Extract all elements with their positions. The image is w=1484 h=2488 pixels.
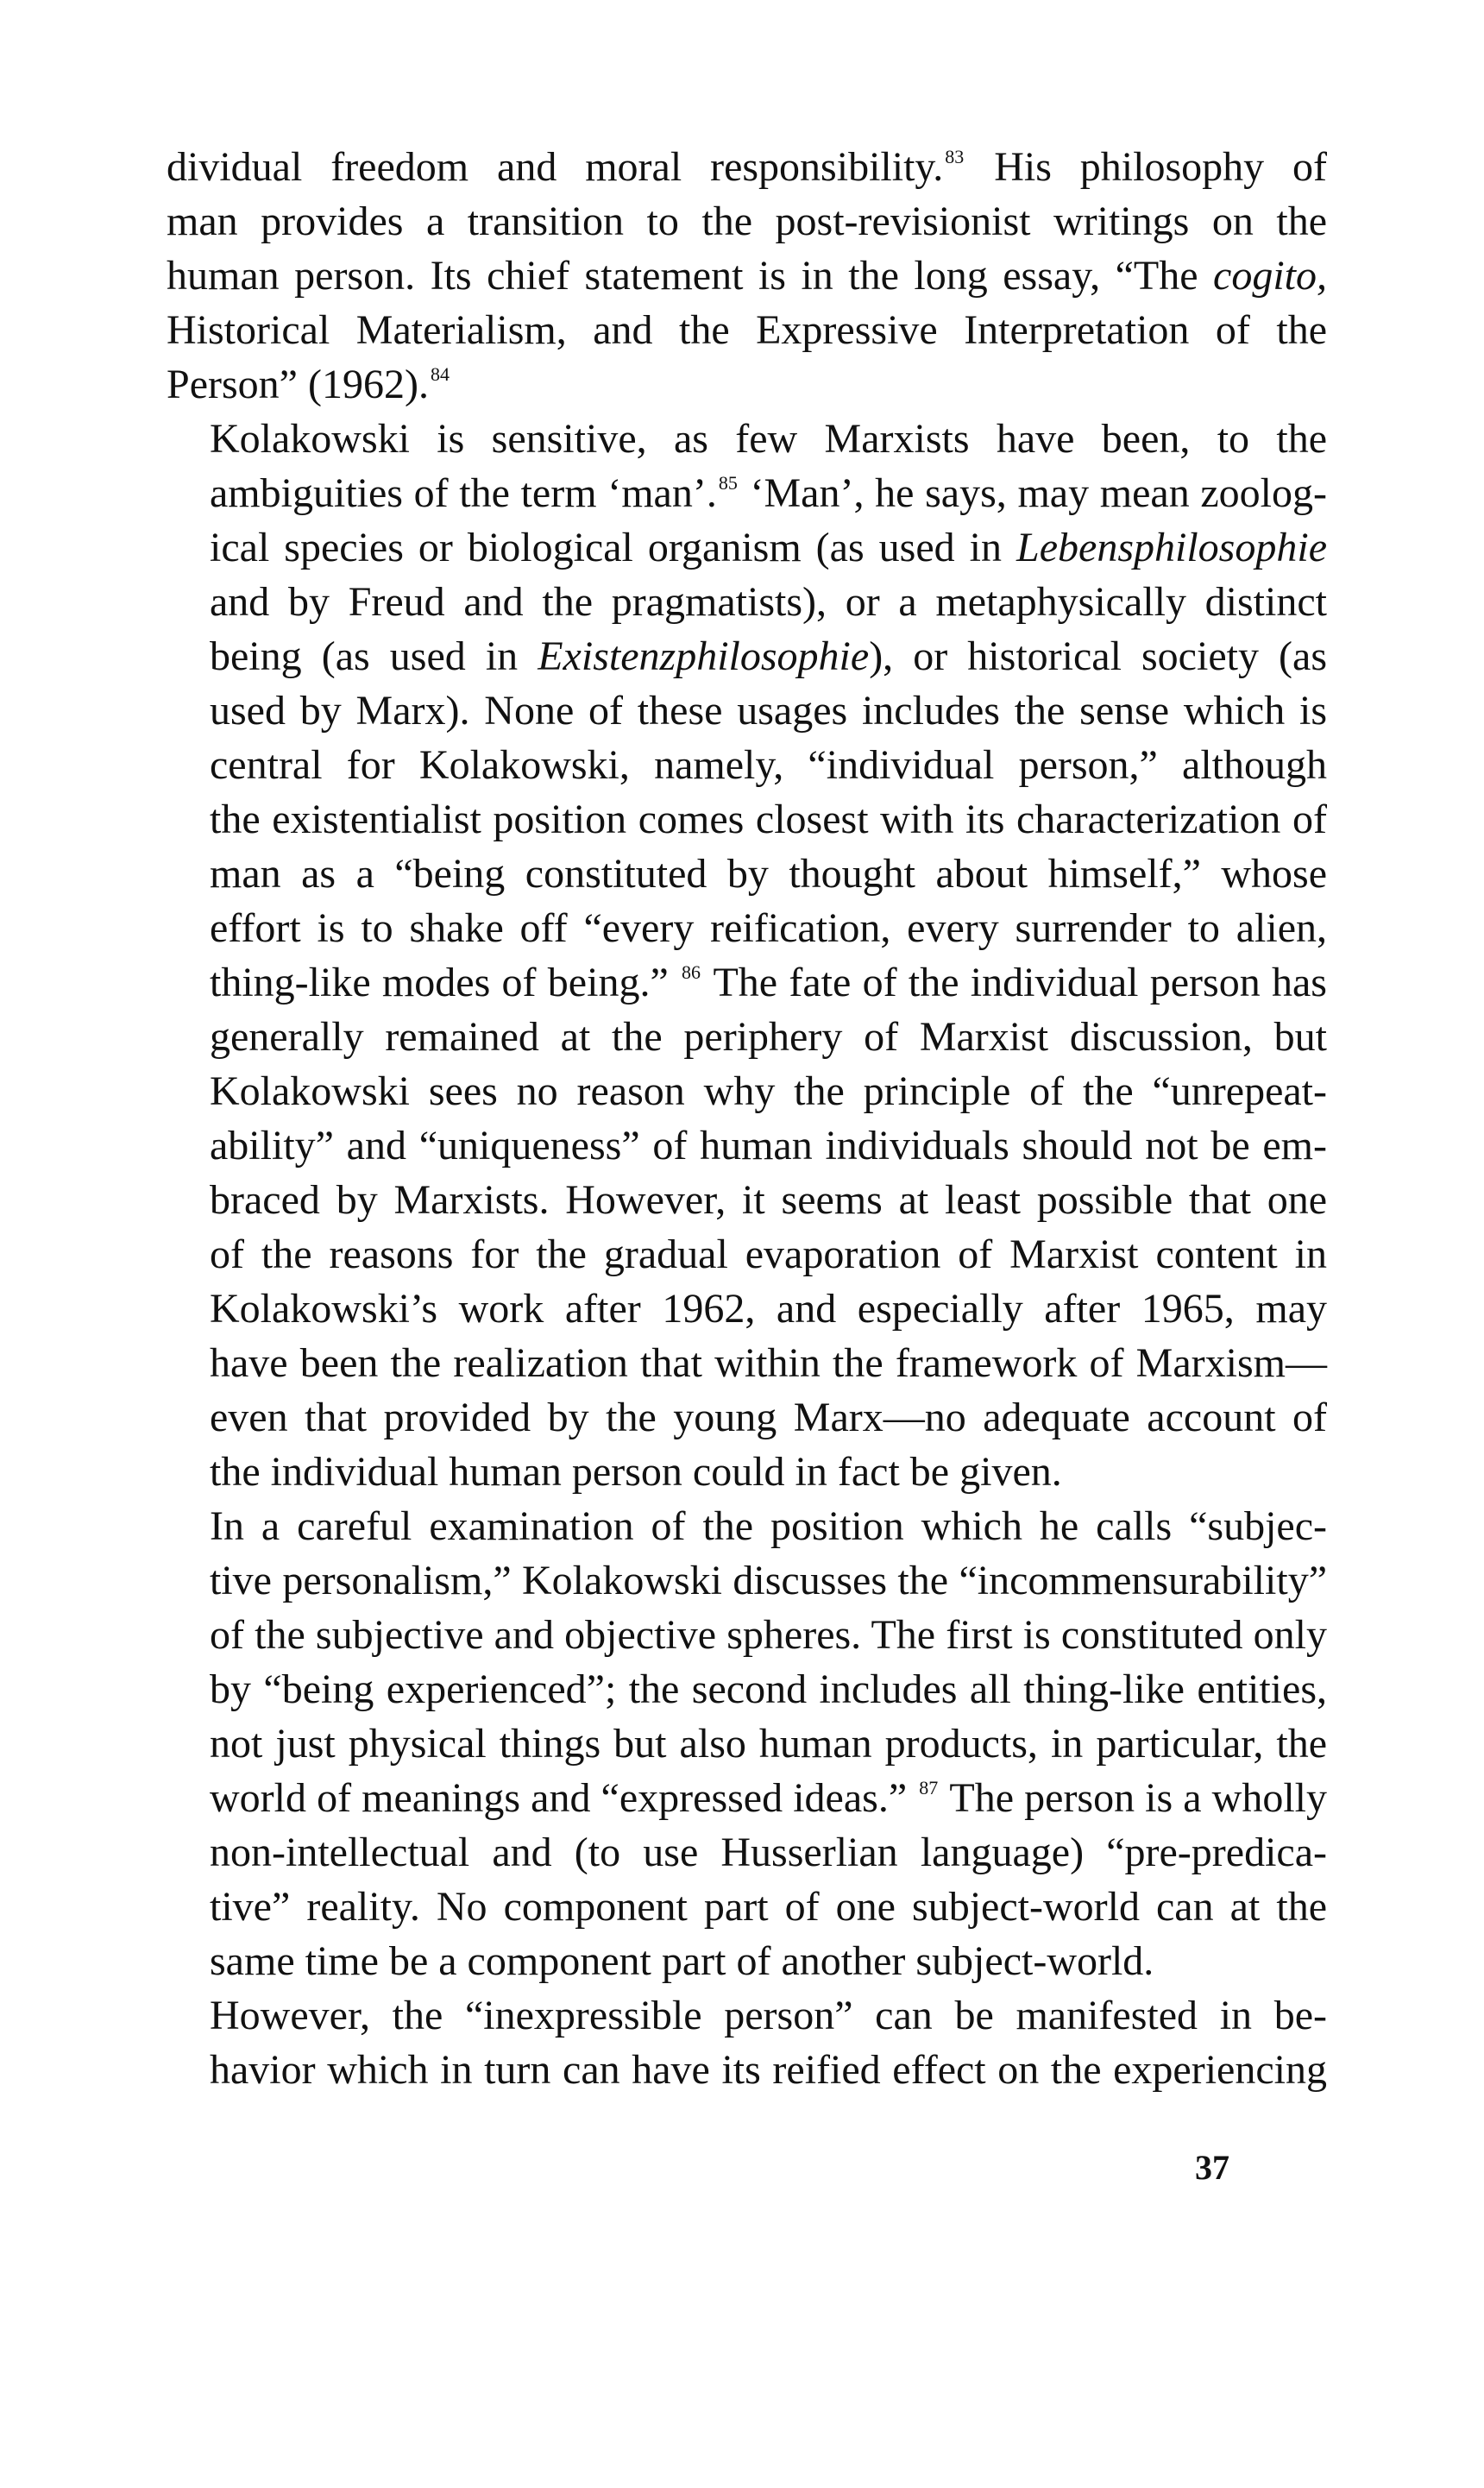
paragraph — [167, 412, 1327, 1499]
text-run: the individual human person could in fact be given. — [210, 1449, 1062, 1495]
text-line — [167, 1880, 1327, 1934]
text-line — [167, 249, 1327, 303]
text-run: The person is a wholly — [940, 1775, 1327, 1821]
text-run: thing-like modes of being.” — [210, 960, 681, 1005]
text-run: The fate of the individual person has — [702, 960, 1327, 1005]
text-run: tive personalism,” Kolakowski discusses the “incommensurability” — [210, 1558, 1327, 1603]
text-run: effort is to shake off “every reification, every surrender to alien, — [210, 905, 1327, 951]
text-line — [167, 412, 1327, 466]
text-run: However, the “inexpressible person” can be manifested in be- — [210, 1993, 1327, 2038]
text-run: not just physical things but also human products, in particular, the — [210, 1721, 1327, 1767]
text-line — [167, 1608, 1327, 1662]
text-run: ical species or biological organism (as used in — [210, 525, 1017, 570]
text-line — [167, 1988, 1327, 2043]
text-line — [167, 1064, 1327, 1118]
text-run: human person. Its chief statement is in the long essay, “The — [167, 253, 1214, 299]
text-run: non-intellectual and (to use Husserlian language) “pre-predica- — [210, 1830, 1327, 1875]
text-run: same time be a component part of another subject-world. — [210, 1938, 1154, 1984]
text-line — [167, 1118, 1327, 1173]
text-run: used by Marx). None of these usages includes the sense which is — [210, 688, 1327, 734]
italic-text: cogito, — [1213, 253, 1327, 299]
text-line — [167, 1390, 1327, 1445]
text-run: of the subjective and objective spheres. The first is constituted only — [210, 1612, 1327, 1658]
text-run: by “being experienced”; the second includes all thing-like entities, — [210, 1666, 1327, 1712]
text-run: Kolakowski’s work after 1962, and especially after 1965, may — [210, 1286, 1327, 1332]
text-run: man provides a transition to the post-revisionist writings on the — [167, 198, 1327, 244]
text-line — [167, 847, 1327, 901]
text-run: Person” (1962). — [167, 362, 429, 407]
text-run: braced by Marxists. However, it seems at least possible that one — [210, 1177, 1327, 1223]
text-line — [167, 792, 1327, 847]
text-run: central for Kolakowski, namely, “individual person,” although — [210, 742, 1327, 788]
footnote-marker: 87 — [919, 1777, 939, 1798]
footnote-marker: 84 — [430, 363, 450, 385]
text-line — [167, 140, 1327, 194]
text-line — [167, 1445, 1327, 1499]
text-line — [167, 1771, 1327, 1825]
footnote-marker: 86 — [682, 961, 701, 983]
text-run: Kolakowski is sensitive, as few Marxists have been, to the — [210, 416, 1327, 462]
text-line — [167, 194, 1327, 249]
text-run: havior which in turn can have its reified effect on the experiencing — [210, 2047, 1327, 2093]
text-line — [167, 1282, 1327, 1336]
text-run: Historical Materialism, and the Expressive Interpretation of the — [167, 307, 1327, 353]
text-line — [167, 1336, 1327, 1390]
text-run: His philosophy of — [965, 144, 1328, 190]
text-line — [167, 1499, 1327, 1553]
text-run: ‘Man’, he says, may mean zoolog- — [739, 470, 1327, 516]
text-line — [167, 1662, 1327, 1716]
text-run: being (as used in — [210, 633, 538, 679]
text-run: even that provided by the young Marx—no adequate account of — [210, 1395, 1327, 1440]
text-run: In a careful examination of the position which he calls “subjec- — [210, 1503, 1327, 1549]
text-run: ability” and “uniqueness” of human individuals should not be em- — [210, 1123, 1327, 1168]
text-run: ), or historical society (as — [869, 633, 1327, 679]
text-run: the existentialist position comes closest with its characterization of — [210, 797, 1327, 842]
footnote-marker: 83 — [945, 146, 965, 167]
text-line — [167, 1825, 1327, 1880]
text-line — [167, 738, 1327, 792]
text-line — [167, 1010, 1327, 1064]
text-line — [167, 1173, 1327, 1227]
text-line — [167, 1716, 1327, 1771]
text-line — [167, 955, 1327, 1010]
text-run: ambiguities of the term ‘man’. — [210, 470, 717, 516]
text-run: and by Freud and the pragmatists), or a metaphysically distinct — [210, 579, 1327, 625]
body-text — [167, 140, 1327, 2097]
text-line — [167, 466, 1327, 520]
text-line — [167, 520, 1327, 575]
page-number: 37 — [1195, 2148, 1229, 2187]
text-run: generally remained at the periphery of Marxist discussion, but — [210, 1014, 1327, 1060]
text-line — [167, 2043, 1327, 2097]
text-run: man as a “being constituted by thought about himself,” whose — [210, 851, 1327, 897]
text-line — [167, 575, 1327, 629]
text-line — [167, 683, 1327, 738]
text-line — [167, 1934, 1327, 1988]
text-run: Kolakowski sees no reason why the principle of the “unrepeat- — [210, 1068, 1327, 1114]
text-line — [167, 357, 1327, 412]
text-line — [167, 901, 1327, 955]
paragraph — [167, 140, 1327, 412]
text-run: of the reasons for the gradual evaporation of Marxist content in — [210, 1231, 1327, 1277]
footnote-marker: 85 — [718, 472, 738, 494]
paragraph — [167, 1988, 1327, 2097]
text-line — [167, 629, 1327, 683]
text-run: world of meanings and “expressed ideas.” — [210, 1775, 918, 1821]
paragraph — [167, 1499, 1327, 1988]
text-run: tive” reality. No component part of one subject-world can at the — [210, 1884, 1327, 1930]
text-line — [167, 1227, 1327, 1282]
text-line — [167, 1553, 1327, 1608]
text-run: have been the realization that within the framework of Marxism— — [210, 1340, 1327, 1386]
text-line — [167, 303, 1327, 357]
italic-text: Lebensphilosophie — [1016, 525, 1327, 570]
text-run: dividual freedom and moral responsibility. — [167, 144, 944, 190]
italic-text: Existenzphilosophie — [538, 633, 870, 679]
